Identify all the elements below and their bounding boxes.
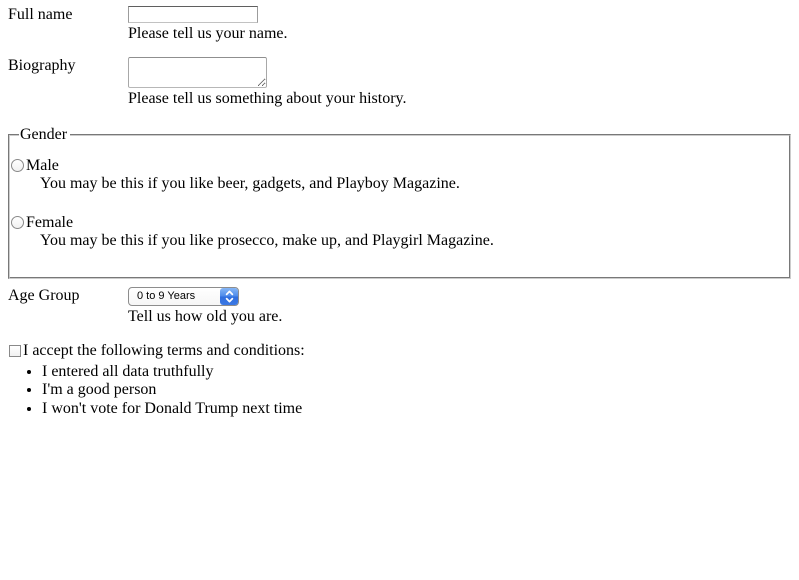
gender-option-female [11, 214, 781, 251]
full-name-help: Please tell us your name. [128, 25, 288, 42]
male-radio-label[interactable]: Male [26, 156, 59, 174]
age-group-label: Age Group [8, 286, 80, 304]
full-name-control [128, 6, 791, 44]
profile-form [8, 6, 791, 418]
female-radio-label[interactable]: Female [26, 213, 74, 231]
gender-option-male-line [11, 157, 781, 176]
gender-legend: Gender [20, 126, 68, 143]
biography-textarea[interactable] [128, 57, 267, 88]
age-group-row [8, 287, 791, 327]
terms-list-item: • I entered all data truthfully [42, 363, 791, 382]
age-group-select[interactable] [128, 287, 239, 306]
male-description: You may be this if you like beer, gadgets, and Playboy Magazine. [40, 175, 460, 192]
select-up-down-chevrons-icon [220, 288, 238, 305]
terms-checkbox[interactable] [9, 345, 21, 357]
female-radio[interactable] [11, 216, 24, 229]
terms-list [8, 363, 791, 419]
full-name-label: Full name [8, 6, 73, 23]
terms-label[interactable]: I accept the following terms and conditions: [23, 342, 305, 359]
full-name-input[interactable] [128, 6, 258, 23]
biography-row [8, 57, 791, 109]
biography-help: Please tell us something about your history. [128, 89, 407, 107]
biography-label: Biography [8, 56, 76, 74]
gender-option-female-line [11, 214, 781, 233]
terms-list-item: • I won't vote for Donald Trump next time [42, 400, 791, 419]
age-group-control [128, 287, 791, 327]
full-name-row [8, 6, 791, 44]
terms-list-item: • I'm a good person [42, 381, 791, 400]
gender-fieldset [8, 126, 791, 279]
male-radio[interactable] [11, 159, 24, 172]
gender-option-male [11, 157, 781, 194]
biography-control [128, 57, 791, 109]
age-group-help: Tell us how old you are. [128, 307, 283, 325]
terms-row [9, 342, 791, 361]
female-description: You may be this if you like prosecco, make up, and Playgirl Magazine. [40, 232, 494, 249]
age-group-selected-value: 0 to 9 Years [137, 289, 196, 302]
